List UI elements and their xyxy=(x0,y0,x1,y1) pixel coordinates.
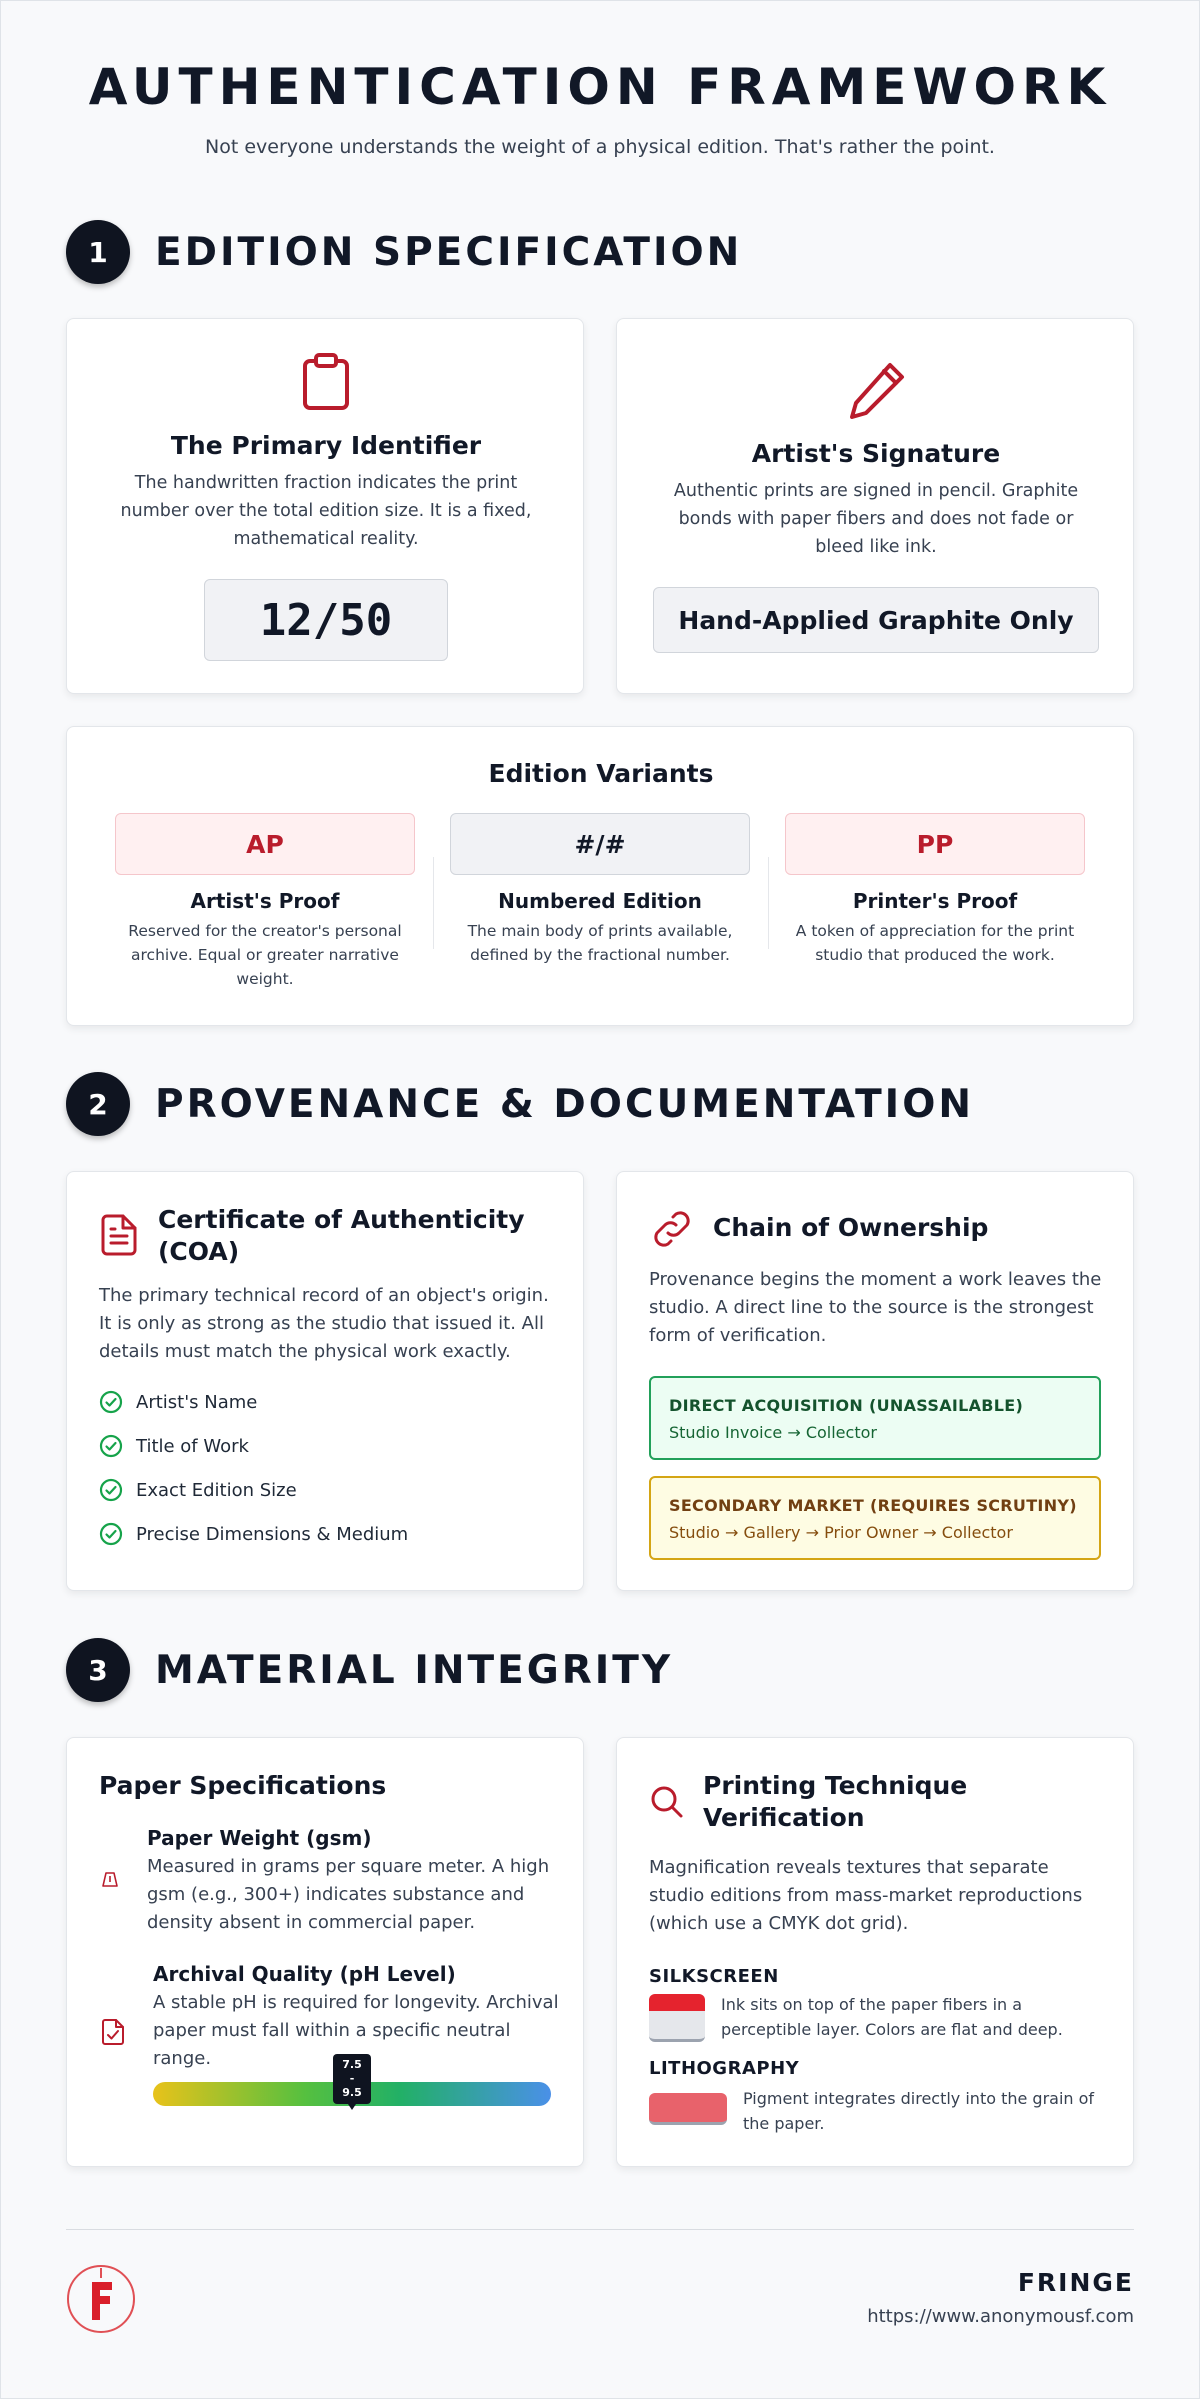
checklist-item: Exact Edition Size xyxy=(99,1478,297,1502)
check-circle-icon xyxy=(99,1522,123,1546)
section-3-header xyxy=(66,1638,673,1702)
document-icon xyxy=(101,1214,137,1260)
checklist-item: Artist's Name xyxy=(99,1390,257,1414)
link-icon xyxy=(649,1206,695,1256)
card-title: Certificate of Authenticity (COA) xyxy=(158,1205,525,1266)
coa-card xyxy=(66,1171,584,1591)
artist-signature-card xyxy=(616,318,1134,694)
card-description: Authentic prints are signed in pencil. Graphite bonds with paper fibers and does not fade or bleed like ink. xyxy=(673,481,1079,557)
printing-technique-card xyxy=(616,1737,1134,2167)
technique-title: SILKSCREEN xyxy=(649,1966,779,1987)
page-header xyxy=(0,58,1200,158)
variant-name: Numbered Edition xyxy=(498,889,702,913)
variant-description: A token of appreciation for the print studio that produced the work. xyxy=(795,922,1075,964)
section-title: MATERIAL INTEGRITY xyxy=(155,1647,674,1693)
signature-requirement-badge: Hand-Applied Graphite Only xyxy=(653,587,1099,653)
magnifier-icon xyxy=(649,1784,685,1824)
section-2-header xyxy=(66,1072,974,1136)
secondary-market-route: SECONDARY MARKET (REQUIRES SCRUTINY) Studio → Gallery → Prior Owner → Collector xyxy=(649,1476,1101,1560)
page-title: AUTHENTICATION FRAMEWORK xyxy=(88,58,1112,116)
ph-range-marker: 7.5 - 9.5 xyxy=(333,2054,371,2104)
section-number-badge: 2 xyxy=(66,1072,130,1136)
card-title: Paper Specifications xyxy=(99,1771,387,1800)
variant-name: Printer's Proof xyxy=(852,889,1018,913)
spec-description: A stable pH is required for longevity. Archival paper must fall within a specific neutral range. xyxy=(153,1992,559,2069)
variant-name: Artist's Proof xyxy=(190,889,340,913)
divider xyxy=(433,857,434,949)
chain-of-ownership-card xyxy=(616,1171,1134,1591)
silkscreen-swatch xyxy=(649,1994,705,2042)
spec-description: Measured in grams per square meter. A high gsm (e.g., 300+) indicates substance and density absent in commercial paper. xyxy=(147,1856,550,1933)
direct-acquisition-route: DIRECT ACQUISITION (UNASSAILABLE) Studio Invoice → Collector xyxy=(649,1376,1101,1460)
footer-divider xyxy=(66,2229,1134,2230)
variant-code-ap: AP xyxy=(115,813,415,875)
section-1-header xyxy=(66,220,742,284)
card-description: Magnification reveals textures that separate studio editions from mass-market reproductions (which use a CMYK dot grid). xyxy=(649,1857,1083,1934)
technique-title: LITHOGRAPHY xyxy=(649,2058,800,2079)
divider xyxy=(768,857,769,949)
lithography-swatch xyxy=(649,2093,727,2125)
card-title: Chain of Ownership xyxy=(713,1213,989,1242)
paper-specifications-card xyxy=(66,1737,584,2167)
check-circle-icon xyxy=(99,1390,123,1414)
section-title: EDITION SPECIFICATION xyxy=(155,229,743,275)
edition-number-display xyxy=(204,579,448,661)
card-title: Edition Variants xyxy=(488,759,714,788)
checklist-item: Precise Dimensions & Medium xyxy=(99,1522,408,1546)
card-description: Provenance begins the moment a work leaves the studio. A direct line to the source is the strongest form of verification. xyxy=(649,1269,1102,1346)
section-number-badge: 1 xyxy=(66,220,130,284)
section-number-badge: 3 xyxy=(66,1638,130,1702)
variant-code-numbered: #/# xyxy=(450,813,750,875)
technique-description: Ink sits on top of the paper fibers in a perceptible layer. Colors are flat and deep. xyxy=(721,1995,1063,2039)
check-circle-icon xyxy=(99,1478,123,1502)
clipboard-icon xyxy=(301,353,351,415)
section-title: PROVENANCE & DOCUMENTATION xyxy=(155,1081,974,1127)
pencil-icon xyxy=(846,359,908,425)
card-description: The primary technical record of an object's origin. It is only as strong as the studio that issued it. All details must match the physical work exactly. xyxy=(99,1285,549,1362)
technique-description: Pigment integrates directly into the grain of the paper. xyxy=(743,2089,1095,2133)
card-title: The Primary Identifier xyxy=(170,431,482,460)
card-description: The handwritten fraction indicates the print number over the total edition size. It is a fixed, mathematical reality. xyxy=(120,473,532,549)
edition-number: 12/50 xyxy=(259,594,393,646)
fringe-logo-icon[interactable] xyxy=(66,2264,136,2338)
check-circle-icon xyxy=(99,1434,123,1458)
footer-url-link[interactable]: https://www.anonymousf.com xyxy=(867,2306,1134,2327)
variant-code-pp: PP xyxy=(785,813,1085,875)
variant-description: The main body of prints available, defined by the fractional number. xyxy=(467,922,733,964)
file-check-icon xyxy=(101,2018,125,2050)
spec-title: Paper Weight (gsm) xyxy=(147,1826,372,1850)
card-title: Printing Technique Verification xyxy=(703,1771,968,1832)
card-title: Artist's Signature xyxy=(751,439,1001,468)
spec-title: Archival Quality (pH Level) xyxy=(153,1962,456,1986)
footer-brand: FRINGE xyxy=(1017,2268,1134,2297)
edition-variants-card xyxy=(66,726,1134,1026)
weight-icon xyxy=(101,1870,119,1892)
checklist-item: Title of Work xyxy=(99,1434,249,1458)
primary-identifier-card xyxy=(66,318,584,694)
variant-description: Reserved for the creator's personal archive. Equal or greater narrative weight. xyxy=(128,922,402,988)
page-subtitle: Not everyone understands the weight of a physical edition. That's rather the point. xyxy=(205,136,995,158)
